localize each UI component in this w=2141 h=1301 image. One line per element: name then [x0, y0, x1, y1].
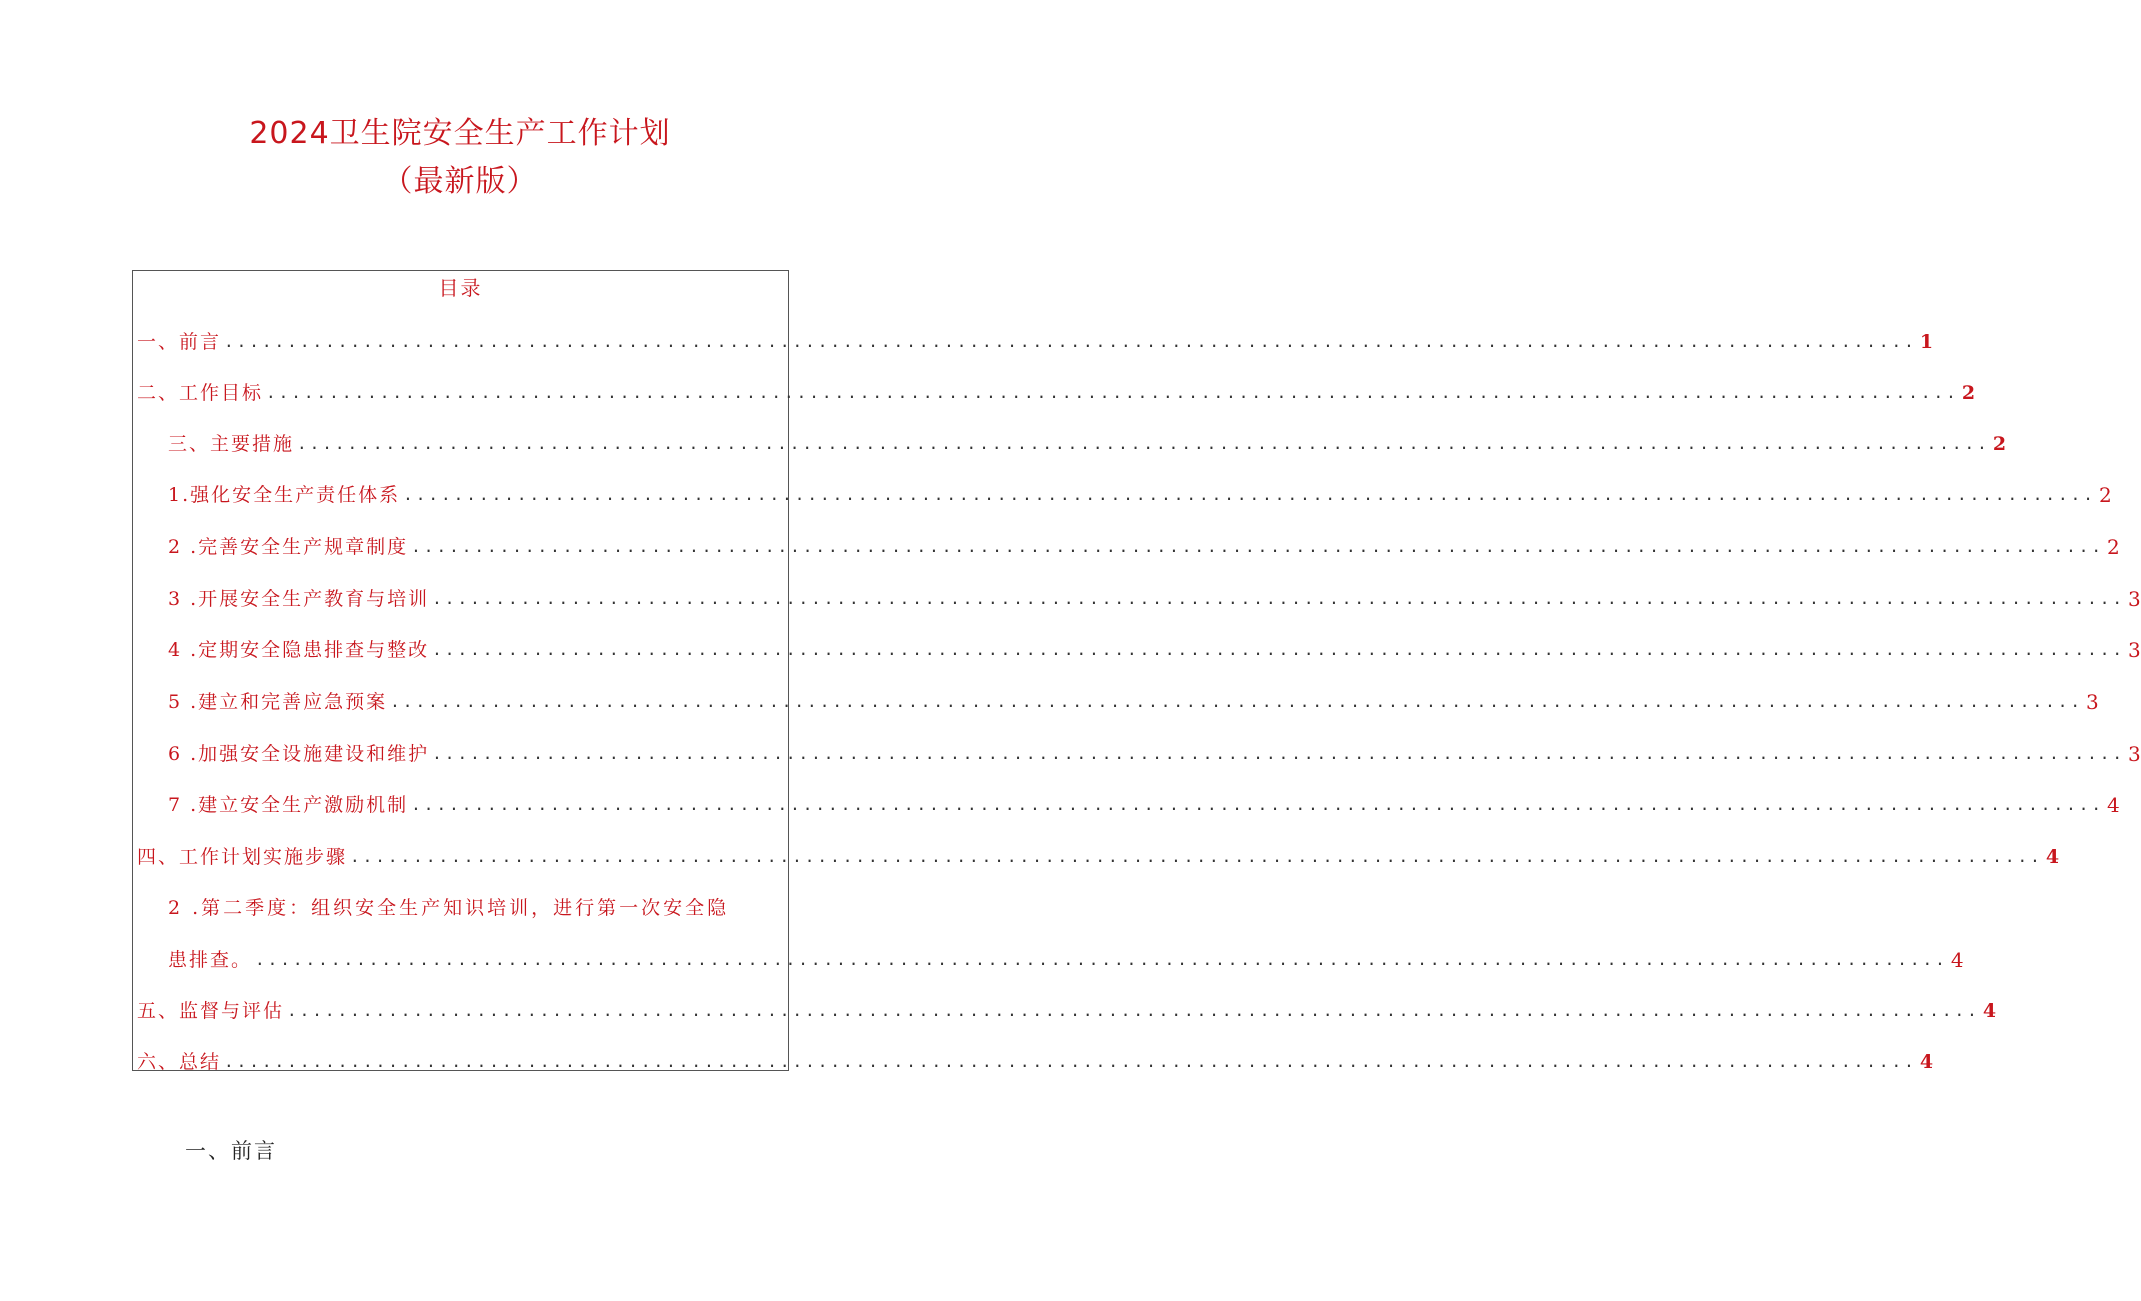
toc-page-number: 3	[2127, 587, 2141, 611]
toc-entry-q2[interactable]	[168, 945, 1964, 975]
toc-entry-measure-3[interactable]	[168, 584, 2141, 614]
toc-entry-goals[interactable]	[137, 378, 1976, 408]
toc-entry-measure-6[interactable]	[168, 739, 2141, 769]
toc-entry-measure-7[interactable]	[168, 790, 2120, 820]
toc-page-number: 3	[2127, 742, 2141, 766]
toc-entry-text: 五、监督与评估	[137, 1000, 285, 1022]
toc-entry-q2-line1[interactable]: 2 .第二季度：组织安全生产知识培训，进行第一次安全隐	[168, 897, 730, 919]
toc-page-number: 3	[2127, 638, 2141, 662]
toc-leader-dots: ......................................................................................................................................	[432, 640, 2125, 659]
toc-leader-dots: ......................................................................................................................................	[224, 1052, 1917, 1071]
toc-leader-dots: ......................................................................................................................................	[411, 537, 2104, 556]
toc-leader-dots: ......................................................................................................................................	[255, 950, 1948, 969]
toc-leader-dots: ......................................................................................................................................	[297, 434, 1990, 453]
toc-entry-text: 2 .完善安全生产规章制度	[168, 536, 409, 558]
toc-page-number: 4	[2106, 793, 2120, 817]
toc-page-number: 3	[2085, 690, 2099, 714]
toc-page-number: 4	[1950, 948, 1964, 972]
toc-heading: 目录	[438, 276, 483, 300]
toc-page-number: 1	[1919, 331, 1934, 353]
document-title: 2024卫生院安全生产工作计划	[249, 116, 671, 151]
toc-entry-text: 6 .加强安全设施建设和维护	[168, 743, 430, 765]
document-subtitle: （最新版）	[382, 164, 538, 199]
toc-leader-dots: ......................................................................................................................................	[390, 692, 2083, 711]
toc-entry-steps[interactable]	[137, 842, 2060, 872]
toc-entry-measure-2[interactable]	[168, 532, 2120, 562]
toc-entry-evaluation[interactable]	[137, 996, 1997, 1026]
toc-entry-measure-1[interactable]	[168, 480, 2112, 510]
toc-entry-text: 六、总结	[137, 1051, 222, 1073]
toc-page-number: 2	[2098, 483, 2112, 507]
section-heading-preface: 一、前言	[185, 1139, 277, 1163]
toc-entry-measure-4[interactable]	[168, 635, 2141, 665]
toc-page-number: 2	[1961, 382, 1976, 404]
toc-entry-text: 5 .建立和完善应急预案	[168, 691, 388, 713]
toc-entry-summary[interactable]	[137, 1047, 1934, 1077]
toc-entry-text: 患排查。	[168, 949, 253, 971]
toc-leader-dots: ......................................................................................................................................	[432, 744, 2125, 763]
toc-leader-dots: ......................................................................................................................................	[350, 847, 2043, 866]
toc-entry-text: 1.强化安全生产责任体系	[168, 484, 401, 506]
toc-entry-measures[interactable]	[168, 429, 2007, 459]
toc-entry-preface[interactable]	[137, 327, 1934, 357]
toc-entry-measure-5[interactable]	[168, 687, 2099, 717]
toc-leader-dots: ......................................................................................................................................	[287, 1001, 1980, 1020]
toc-leader-dots: ......................................................................................................................................	[403, 485, 2096, 504]
toc-page-number: 4	[1919, 1051, 1934, 1073]
toc-entry-text: 四、工作计划实施步骤	[137, 846, 348, 868]
toc-page-number: 4	[2045, 846, 2060, 868]
toc-entry-text: 4 .定期安全隐患排查与整改	[168, 639, 430, 661]
toc-leader-dots: ......................................................................................................................................	[411, 795, 2104, 814]
toc-page-number: 2	[2106, 535, 2120, 559]
toc-entry-text: 三、主要措施	[168, 433, 295, 455]
toc-page-number: 2	[1992, 433, 2007, 455]
toc-page-number: 4	[1982, 1000, 1997, 1022]
toc-entry-text: 二、工作目标	[137, 382, 264, 404]
toc-entry-text: 7 .建立安全生产激励机制	[168, 794, 409, 816]
toc-leader-dots: ......................................................................................................................................	[224, 332, 1917, 351]
toc-leader-dots: ......................................................................................................................................	[432, 589, 2125, 608]
toc-entry-text: 一、前言	[137, 331, 222, 353]
toc-entry-text: 3 .开展安全生产教育与培训	[168, 588, 430, 610]
toc-leader-dots: ......................................................................................................................................	[266, 383, 1959, 402]
